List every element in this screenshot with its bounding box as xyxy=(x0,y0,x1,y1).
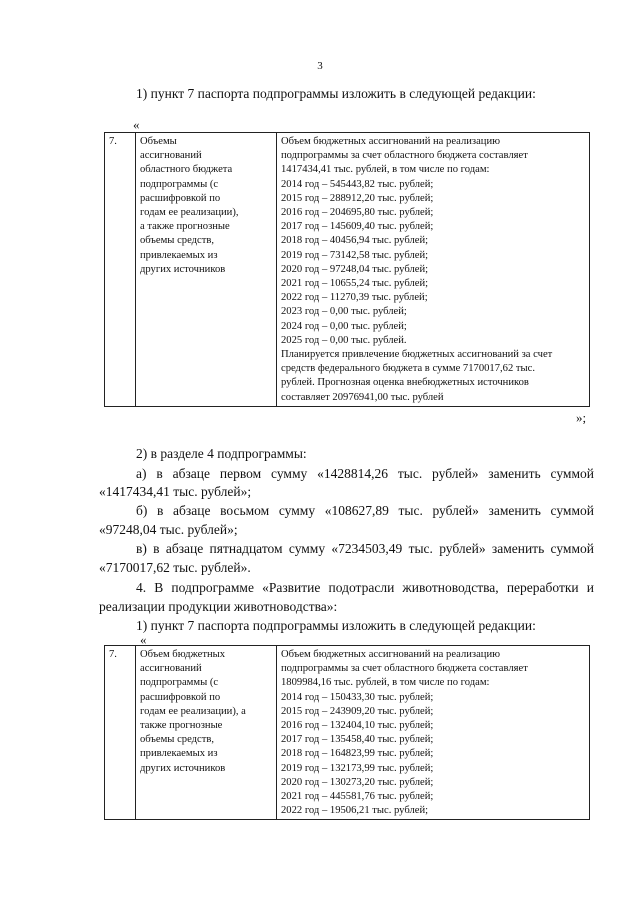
table1-right-line: 2023 год – 0,00 тыс. рублей; xyxy=(281,306,407,318)
passport-table-1 xyxy=(104,132,590,407)
passport-table-2 xyxy=(104,645,590,820)
table1-right-line: 1417434,41 тыс. рублей, в том числе по годам: xyxy=(281,164,490,176)
table2-right-line: 2019 год – 132173,99 тыс. рублей; xyxy=(281,762,434,774)
table1-left-line: подпрограммы (с xyxy=(140,178,219,190)
heading-item-1: 1) пункт 7 паспорта подпрограммы изложить в следующей редакции: xyxy=(136,86,536,101)
table1-right-line: 2016 год – 204695,80 тыс. рублей; xyxy=(281,207,434,219)
table2-left-line: других источников xyxy=(140,762,226,774)
table1-left-line: расшифровкой по xyxy=(140,192,221,204)
table2-left-cell xyxy=(136,646,277,820)
close-quote-1: »; xyxy=(576,410,587,425)
table1-right-line: 2022 год – 11270,39 тыс. рублей; xyxy=(281,292,428,304)
table2-left-line: расшифровкой по xyxy=(140,691,221,703)
table2-right-line: 2021 год – 445581,76 тыс. рублей; xyxy=(281,791,434,803)
table2-right-cell xyxy=(277,646,590,820)
table1-left-line: объемы средств, xyxy=(140,235,215,247)
table2-row-number: 7. xyxy=(105,646,136,820)
open-quote-1: « xyxy=(133,117,140,132)
table1-row-number: 7. xyxy=(105,133,136,407)
table2-left-line: также прогнозные xyxy=(140,720,223,732)
table2-right-line: 2014 год – 150433,30 тыс. рублей; xyxy=(281,691,434,703)
table1-left-line: годам ее реализации), xyxy=(140,207,239,219)
paragraph-b-line-2: «97248,04 тыс. рублей»; xyxy=(99,522,238,537)
table1-right-line: 2024 год – 0,00 тыс. рублей; xyxy=(281,320,407,332)
table2-left-line: объемы средств, xyxy=(140,734,215,746)
paragraph-4-line-1: 4. В подпрограмме «Развитие подотрасли животноводства, переработки и xyxy=(136,580,594,595)
paragraph-b-line-1: б) в абзаце восьмом сумму «108627,89 тыс. рублей» заменить суммой xyxy=(136,503,594,518)
table1-left-line: областного бюджета xyxy=(140,164,233,176)
table2-right-line: Объем бюджетных ассигнований на реализацию xyxy=(281,649,501,660)
table1-right-cell xyxy=(277,133,590,407)
paragraph-a-line-1: а) в абзаце первом сумму «1428814,26 тыс. рублей» заменить суммой xyxy=(136,466,594,481)
table2-right-line: 2015 год – 243909,20 тыс. рублей; xyxy=(281,705,434,717)
table1-left-line: Объемы xyxy=(140,136,177,147)
table1-right-line: средств федерального бюджета в сумме 7170017,62 тыс. xyxy=(281,363,535,375)
table1-right-line: 2021 год – 10655,24 тыс. рублей; xyxy=(281,278,429,290)
table1-right-line: Планируется привлечение бюджетных ассигнований за счет xyxy=(281,349,553,361)
table1-left-cell xyxy=(136,133,277,407)
table1-right-line: Объем бюджетных ассигнований на реализацию xyxy=(281,136,501,147)
table1-left-line: а также прогнозные xyxy=(140,221,230,233)
table2-right-line: подпрограммы за счет областного бюджета составляет xyxy=(281,663,528,675)
table2-right-line: 2017 год – 135458,40 тыс. рублей; xyxy=(281,734,434,746)
table1-right-line: составляет 20976941,00 тыс. рублей xyxy=(281,391,444,403)
table2-left-line: Объем бюджетных xyxy=(140,649,226,660)
table2-right-line: 2022 год – 19506,21 тыс. рублей; xyxy=(281,805,429,817)
open-quote-2: « xyxy=(140,632,147,647)
table1-right-line: рублей. Прогнозная оценка внебюджетных источников xyxy=(281,377,529,389)
table1-right-line: 2025 год – 0,00 тыс. рублей. xyxy=(281,334,407,346)
table1-right-line: 2014 год – 545443,82 тыс. рублей; xyxy=(281,178,434,190)
table1-right-line: подпрограммы за счет областного бюджета составляет xyxy=(281,150,528,162)
page-number: 3 xyxy=(317,60,323,72)
table1-right-line: 2018 год – 40456,94 тыс. рублей; xyxy=(281,235,429,247)
paragraph-c-line-2: «7170017,62 тыс. рублей». xyxy=(99,560,251,575)
table2-left-line: годам ее реализации), а xyxy=(140,705,246,717)
table1-right-line: 2017 год – 145609,40 тыс. рублей; xyxy=(281,221,434,233)
table2-right-line: 2020 год – 130273,20 тыс. рублей; xyxy=(281,776,434,788)
table2-right-line: 2018 год – 164823,99 тыс. рублей; xyxy=(281,748,434,760)
table1-left-line: привлекаемых из xyxy=(140,249,218,261)
table2-left-line: привлекаемых из xyxy=(140,748,218,760)
table1-right-line: 2020 год – 97248,04 тыс. рублей; xyxy=(281,263,429,275)
table1-right-line: 2015 год – 288912,20 тыс. рублей; xyxy=(281,192,434,204)
table2-left-line: подпрограммы (с xyxy=(140,677,219,689)
table1-left-line: ассигнований xyxy=(140,150,202,162)
section-2-heading: 2) в разделе 4 подпрограммы: xyxy=(136,446,307,461)
table2-left-line: ассигнований xyxy=(140,663,202,675)
table2-right-line: 1809984,16 тыс. рублей, в том числе по годам: xyxy=(281,677,490,689)
paragraph-a-line-2: «1417434,41 тыс. рублей»; xyxy=(99,484,252,499)
paragraph-c-line-1: в) в абзаце пятнадцатом сумму «7234503,49 тыс. рублей» заменить суммой xyxy=(136,541,594,556)
table2-right-line: 2016 год – 132404,10 тыс. рублей; xyxy=(281,720,434,732)
table1-right-line: 2019 год – 73142,58 тыс. рублей; xyxy=(281,249,429,261)
heading-item-1-second: 1) пункт 7 паспорта подпрограммы изложить в следующей редакции: xyxy=(136,618,536,633)
paragraph-4-line-2: реализации продукции животноводства»: xyxy=(99,599,338,614)
table1-left-line: других источников xyxy=(140,263,226,275)
